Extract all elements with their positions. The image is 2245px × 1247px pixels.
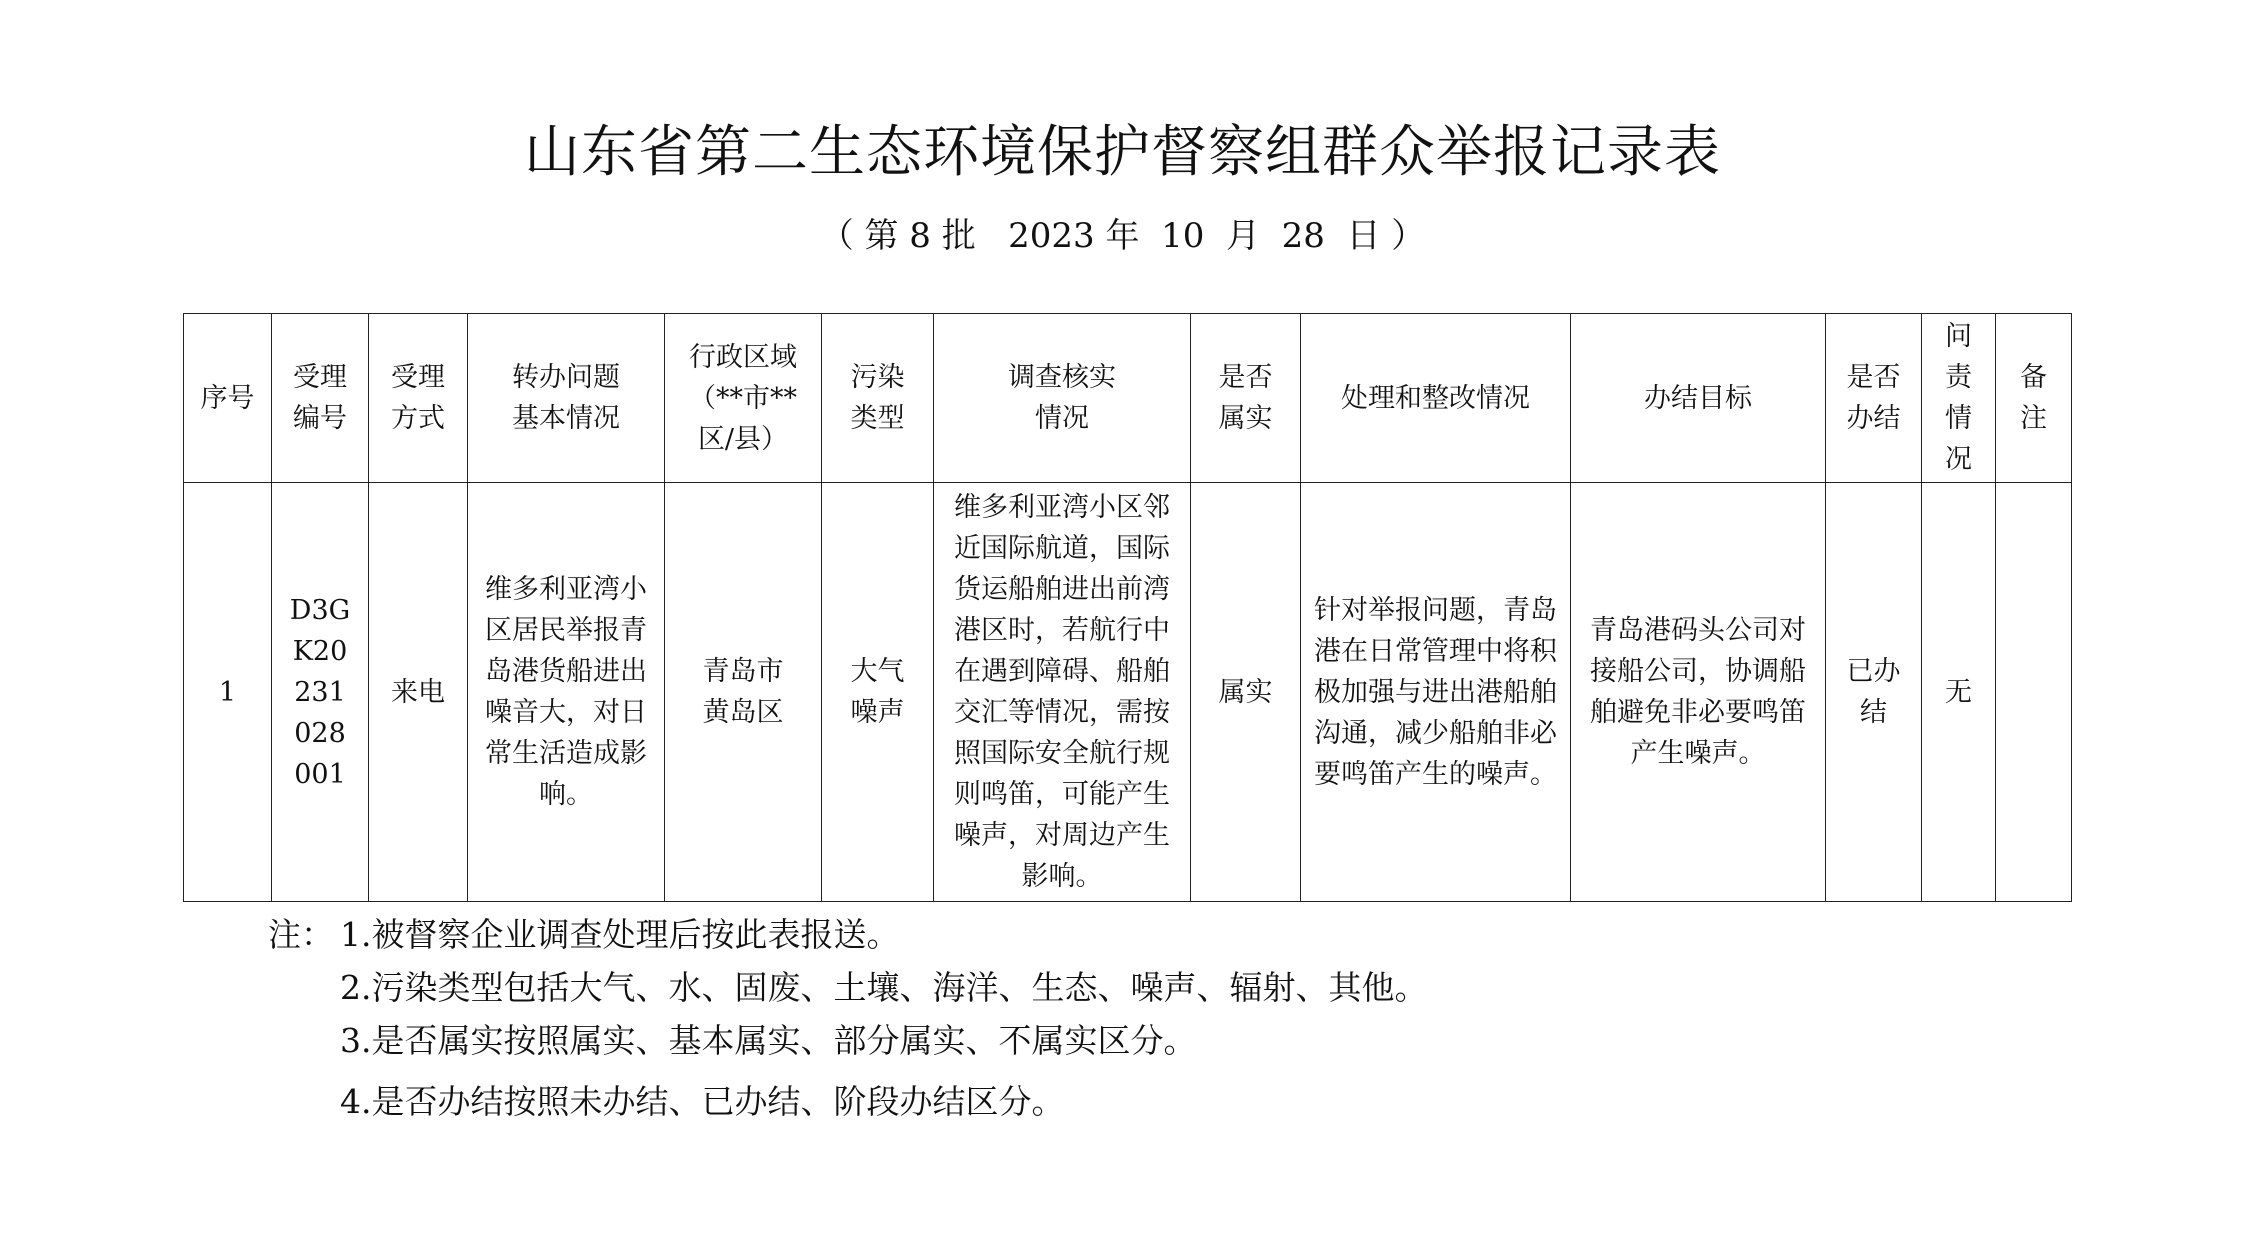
- batch-date-subtitle: （ 第 8 批 2023 年 10 月 28 日 ）: [819, 216, 1426, 256]
- report-record-table: [183, 313, 2072, 902]
- page-title: 山东省第二生态环境保护督察组群众举报记录表: [524, 120, 1721, 185]
- header-receipt-no: 受理编号: [272, 314, 369, 483]
- table-row: [184, 483, 2072, 902]
- header-region: 行政区域（**市**区/县）: [665, 314, 822, 483]
- note-item: 3.是否属实按照属实、基本属实、部分属实、不属实区分。: [340, 1021, 1197, 1060]
- header-accountability: 问责情况: [1922, 314, 1996, 483]
- notes-section: [268, 908, 1428, 1128]
- header-method: 受理方式: [369, 314, 468, 483]
- cell-accountability: 无: [1922, 483, 1996, 902]
- header-issue: 转办问题基本情况: [468, 314, 665, 483]
- cell-investigation: 维多利亚湾小区邻近国际航道，国际货运船舶进出前湾港区时，若航行中在遇到障碍、船舶交汇等情况，需按照国际安全航行规则鸣笛，可能产生噪声，对周边产生影响。: [934, 483, 1191, 902]
- cell-issue: 维多利亚湾小区居民举报青岛港货船进出噪音大，对日常生活造成影响。: [468, 483, 665, 902]
- notes-label: 注：: [268, 915, 334, 954]
- header-pollution-type: 污染类型: [822, 314, 934, 483]
- cell-seq: 1: [184, 483, 272, 902]
- header-goal: 办结目标: [1571, 314, 1826, 483]
- header-verified: 是否属实: [1191, 314, 1301, 483]
- table-header-row: [184, 314, 2072, 483]
- cell-verified: 属实: [1191, 483, 1301, 902]
- cell-region: 青岛市黄岛区: [665, 483, 822, 902]
- header-completed: 是否办结: [1826, 314, 1922, 483]
- cell-goal: 青岛港码头公司对接船公司，协调船舶避免非必要鸣笛产生噪声。: [1571, 483, 1826, 902]
- note-item: 2.污染类型包括大气、水、固废、土壤、海洋、生态、噪声、辐射、其他。: [340, 968, 1428, 1007]
- header-handling: 处理和整改情况: [1301, 314, 1571, 483]
- header-remarks: 备注: [1996, 314, 2072, 483]
- note-item: 注： 1.被督察企业调查处理后按此表报送。: [268, 908, 1428, 961]
- cell-pollution-type: 大气噪声: [822, 483, 934, 902]
- note-item: 4.是否办结按照未办结、已办结、阶段办结区分。: [340, 1082, 1065, 1121]
- cell-remarks: [1996, 483, 2072, 902]
- cell-method: 来电: [369, 483, 468, 902]
- cell-handling: 针对举报问题，青岛港在日常管理中将积极加强与进出港船舶沟通，减少船舶非必要鸣笛产生的噪声。: [1301, 483, 1571, 902]
- cell-receipt-no: D3GK20231028001: [272, 483, 369, 902]
- cell-completed: 已办结: [1826, 483, 1922, 902]
- header-investigation: 调查核实情况: [934, 314, 1191, 483]
- header-seq: 序号: [184, 314, 272, 483]
